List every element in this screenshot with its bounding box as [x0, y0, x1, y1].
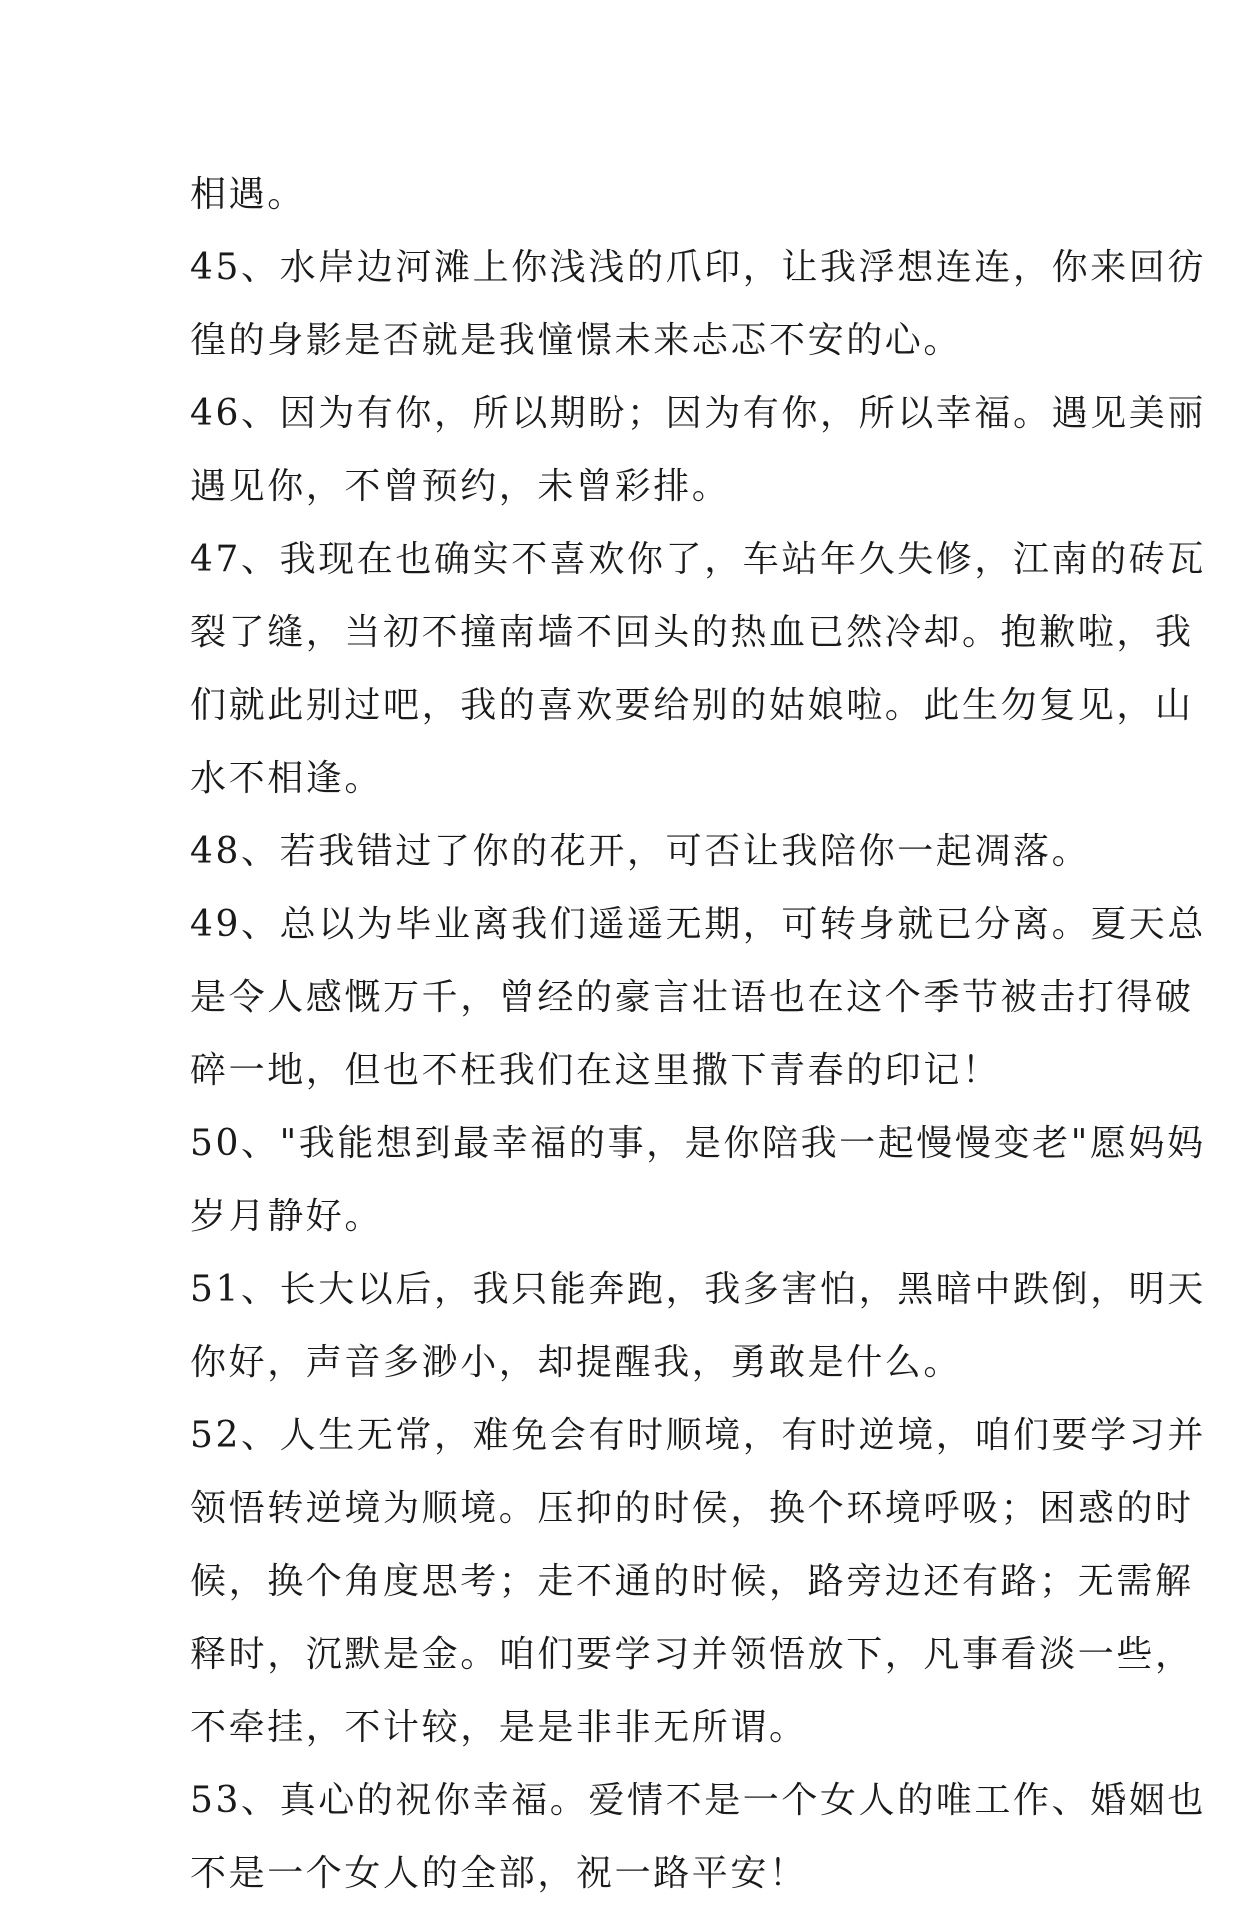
- text-line: 49、总以为毕业离我们遥遥无期，可转身就已分离。夏天总: [190, 904, 1207, 945]
- text-line: 你好，声音多渺小，却提醒我，勇敢是什么。: [190, 1342, 963, 1383]
- text-line: 候，换个角度思考；走不通的时候，路旁边还有路；无需解: [190, 1561, 1194, 1602]
- text-line: 50、"我能想到最幸福的事，是你陪我一起慢慢变老"愿妈妈: [190, 1123, 1206, 1164]
- text-line: 水不相逢。: [190, 758, 384, 799]
- text-line: 不是一个女人的全部，祝一路平安！: [190, 1853, 808, 1894]
- text-line: 裂了缝，当初不撞南墙不回头的热血已然冷却。抱歉啦，我: [190, 612, 1194, 653]
- text-line: 53、真心的祝你幸福。爱情不是一个女人的唯工作、婚姻也: [190, 1780, 1207, 1821]
- text-line: 45、水岸边河滩上你浅浅的爪印，让我浮想连连，你来回彷: [190, 247, 1207, 288]
- text-line: 遇见你，不曾预约，未曾彩排。: [190, 466, 731, 507]
- text-line: 不牵挂，不计较，是是非非无所谓。: [190, 1707, 808, 1748]
- text-line: 48、若我错过了你的花开，可否让我陪你一起凋落。: [190, 831, 1091, 872]
- text-line: 51、长大以后，我只能奔跑，我多害怕，黑暗中跌倒，明天: [190, 1269, 1207, 1310]
- text-line: 46、因为有你，所以期盼；因为有你，所以幸福。遇见美丽: [190, 393, 1207, 434]
- text-line: 相遇。: [190, 174, 306, 215]
- text-line: 52、人生无常，难免会有时顺境，有时逆境，咱们要学习并: [190, 1415, 1207, 1456]
- text-line: 碎一地，但也不枉我们在这里撒下青春的印记！: [190, 1050, 1001, 1091]
- text-line: 释时，沉默是金。咱们要学习并领悟放下，凡事看淡一些，: [190, 1634, 1194, 1675]
- text-line: 领悟转逆境为顺境。压抑的时侯，换个环境呼吸；困惑的时: [190, 1488, 1194, 1529]
- text-line: 徨的身影是否就是我憧憬未来忐忑不安的心。: [190, 320, 963, 361]
- text-line: 们就此别过吧，我的喜欢要给别的姑娘啦。此生勿复见，山: [190, 685, 1194, 726]
- text-line: 岁月静好。: [190, 1196, 384, 1237]
- text-line: 是令人感慨万千，曾经的豪言壮语也在这个季节被击打得破: [190, 977, 1194, 1018]
- text-line: 47、我现在也确实不喜欢你了，车站年久失修，江南的砖瓦: [190, 539, 1207, 580]
- document-body-text: [190, 158, 1207, 1910]
